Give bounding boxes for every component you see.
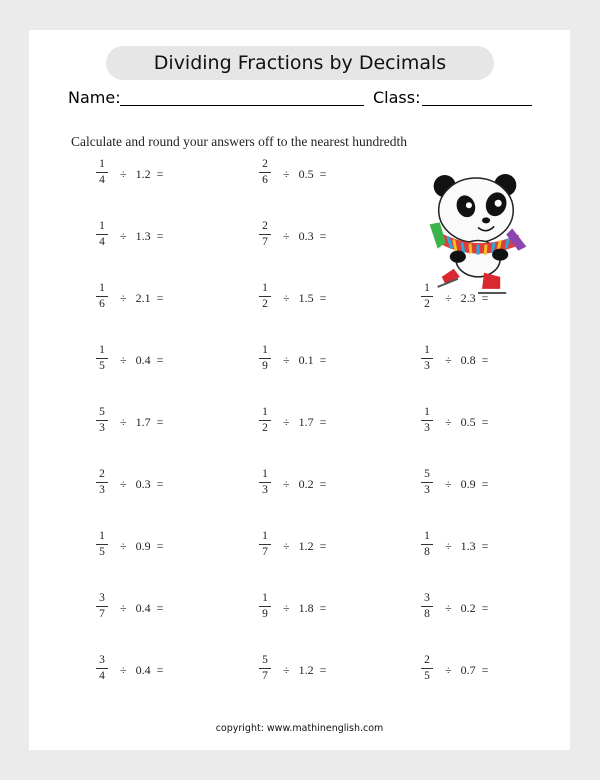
problem-expression [283, 167, 326, 181]
equals-sign: = [156, 601, 164, 615]
equals-sign: = [319, 477, 327, 491]
fraction-numerator: 2 [262, 220, 268, 232]
fraction-denominator: 6 [99, 298, 105, 310]
fraction-bar [421, 420, 433, 421]
fraction-numerator: 1 [262, 406, 268, 418]
problem-expression [445, 601, 488, 615]
decimal-divisor: 0.3 [298, 229, 314, 243]
fraction-denominator: 5 [424, 670, 430, 682]
fraction-numerator: 5 [99, 406, 105, 418]
fraction [96, 344, 108, 373]
equals-sign: = [156, 477, 164, 491]
spacer [290, 415, 299, 429]
problem-item [259, 344, 369, 378]
spacer [127, 229, 136, 243]
fraction-numerator: 2 [424, 654, 430, 666]
name-blank-line[interactable] [120, 105, 364, 106]
fraction-denominator: 6 [262, 174, 268, 186]
spacer [127, 477, 136, 491]
decimal-divisor: 0.4 [135, 601, 151, 615]
problem-item [96, 592, 206, 626]
fraction [421, 344, 433, 373]
division-sign: ÷ [283, 291, 290, 305]
fraction [259, 406, 271, 435]
decimal-divisor: 1.2 [298, 663, 314, 677]
fraction-bar [96, 234, 108, 235]
decimal-divisor: 1.3 [135, 229, 151, 243]
worksheet-title: Dividing Fractions by Decimals [106, 46, 494, 80]
fraction [421, 654, 433, 683]
fraction-bar [259, 482, 271, 483]
fraction-bar [421, 668, 433, 669]
fraction [259, 282, 271, 311]
equals-sign: = [319, 353, 327, 367]
equals-sign: = [319, 539, 327, 553]
fraction-denominator: 5 [99, 360, 105, 372]
fraction [259, 344, 271, 373]
fraction-bar [421, 482, 433, 483]
problem-expression [445, 539, 488, 553]
problem-expression [283, 291, 326, 305]
division-sign: ÷ [445, 539, 452, 553]
fraction [96, 220, 108, 249]
spacer [290, 353, 299, 367]
spacer [127, 601, 136, 615]
division-sign: ÷ [283, 415, 290, 429]
fraction-bar [96, 172, 108, 173]
spacer [127, 167, 136, 181]
fraction-bar [259, 358, 271, 359]
division-sign: ÷ [445, 601, 452, 615]
decimal-divisor: 1.3 [460, 539, 476, 553]
fraction-bar [259, 234, 271, 235]
problem-item [96, 654, 206, 688]
problem-item [259, 468, 369, 502]
problem-expression [120, 229, 163, 243]
division-sign: ÷ [120, 477, 127, 491]
fraction-bar [96, 606, 108, 607]
fraction-bar [259, 544, 271, 545]
problem-expression [445, 663, 488, 677]
problem-expression [120, 601, 163, 615]
fraction-denominator: 2 [424, 298, 430, 310]
fraction-bar [259, 172, 271, 173]
fraction-numerator: 2 [262, 158, 268, 170]
fraction-denominator: 3 [262, 484, 268, 496]
fraction [96, 282, 108, 311]
spacer [452, 539, 461, 553]
equals-sign: = [319, 601, 327, 615]
fraction-numerator: 3 [99, 654, 105, 666]
spacer [127, 415, 136, 429]
fraction-numerator: 1 [262, 282, 268, 294]
problem-expression [283, 663, 326, 677]
decimal-divisor: 0.8 [460, 353, 476, 367]
fraction-bar [259, 420, 271, 421]
division-sign: ÷ [283, 167, 290, 181]
division-sign: ÷ [445, 477, 452, 491]
problem-item [421, 654, 531, 688]
problem-item [96, 344, 206, 378]
fraction-numerator: 1 [424, 344, 430, 356]
decimal-divisor: 2.1 [135, 291, 151, 305]
division-sign: ÷ [445, 353, 452, 367]
division-sign: ÷ [120, 229, 127, 243]
spacer [452, 477, 461, 491]
decimal-divisor: 1.7 [135, 415, 151, 429]
spacer [452, 415, 461, 429]
spacer [290, 601, 299, 615]
equals-sign: = [156, 229, 164, 243]
fraction-denominator: 3 [424, 422, 430, 434]
problem-item [96, 158, 206, 192]
equals-sign: = [156, 663, 164, 677]
fraction-denominator: 4 [99, 236, 105, 248]
problem-expression [120, 477, 163, 491]
spacer [127, 291, 136, 305]
fraction-numerator: 2 [99, 468, 105, 480]
decimal-divisor: 1.2 [135, 167, 151, 181]
fraction-numerator: 1 [262, 592, 268, 604]
problem-item [421, 344, 531, 378]
fraction [259, 592, 271, 621]
decimal-divisor: 0.7 [460, 663, 476, 677]
fraction-numerator: 1 [424, 282, 430, 294]
fraction-bar [96, 544, 108, 545]
fraction-numerator: 1 [99, 530, 105, 542]
problem-item [421, 592, 531, 626]
fraction-bar [96, 296, 108, 297]
fraction-numerator: 1 [99, 282, 105, 294]
fraction [421, 406, 433, 435]
fraction-denominator: 2 [262, 298, 268, 310]
spacer [290, 539, 299, 553]
decimal-divisor: 0.4 [135, 353, 151, 367]
problem-expression [283, 477, 326, 491]
decimal-divisor: 0.9 [460, 477, 476, 491]
decimal-divisor: 1.2 [298, 539, 314, 553]
fraction [421, 530, 433, 559]
fraction-denominator: 9 [262, 360, 268, 372]
fraction [259, 654, 271, 683]
problem-expression [120, 539, 163, 553]
fraction-numerator: 3 [99, 592, 105, 604]
problem-item [259, 592, 369, 626]
problem-item [96, 406, 206, 440]
fraction-bar [259, 606, 271, 607]
decimal-divisor: 2.3 [460, 291, 476, 305]
fraction-bar [96, 482, 108, 483]
fraction-numerator: 3 [424, 592, 430, 604]
problem-item [96, 220, 206, 254]
equals-sign: = [156, 353, 164, 367]
spacer [290, 663, 299, 677]
fraction [421, 468, 433, 497]
decimal-divisor: 0.3 [135, 477, 151, 491]
fraction [96, 592, 108, 621]
division-sign: ÷ [283, 229, 290, 243]
equals-sign: = [156, 539, 164, 553]
division-sign: ÷ [445, 415, 452, 429]
equals-sign: = [481, 291, 489, 305]
fraction-denominator: 3 [99, 422, 105, 434]
division-sign: ÷ [283, 353, 290, 367]
fraction-numerator: 5 [424, 468, 430, 480]
fraction-numerator: 5 [262, 654, 268, 666]
fraction-denominator: 2 [262, 422, 268, 434]
equals-sign: = [481, 601, 489, 615]
fraction-numerator: 1 [262, 530, 268, 542]
spacer [452, 601, 461, 615]
decimal-divisor: 0.5 [298, 167, 314, 181]
decimal-divisor: 1.8 [298, 601, 314, 615]
division-sign: ÷ [283, 663, 290, 677]
problem-item [259, 282, 369, 316]
division-sign: ÷ [445, 663, 452, 677]
problem-expression [283, 353, 326, 367]
fraction-bar [421, 358, 433, 359]
fraction [96, 406, 108, 435]
fraction-denominator: 7 [262, 670, 268, 682]
equals-sign: = [481, 663, 489, 677]
spacer [127, 353, 136, 367]
decimal-divisor: 1.7 [298, 415, 314, 429]
name-class-row [29, 88, 570, 112]
spacer [127, 539, 136, 553]
fraction-denominator: 9 [262, 608, 268, 620]
fraction-numerator: 1 [262, 468, 268, 480]
fraction [259, 220, 271, 249]
fraction-bar [96, 358, 108, 359]
spacer [290, 229, 299, 243]
problem-expression [445, 415, 488, 429]
spacer [290, 167, 299, 181]
fraction-denominator: 8 [424, 608, 430, 620]
fraction-numerator: 1 [424, 530, 430, 542]
division-sign: ÷ [120, 167, 127, 181]
division-sign: ÷ [120, 539, 127, 553]
problem-item [421, 530, 531, 564]
fraction [421, 592, 433, 621]
division-sign: ÷ [120, 601, 127, 615]
problem-expression [120, 291, 163, 305]
decimal-divisor: 0.1 [298, 353, 314, 367]
equals-sign: = [319, 167, 327, 181]
problem-item [96, 530, 206, 564]
fraction-numerator: 1 [424, 406, 430, 418]
panda-skating-icon [427, 172, 529, 298]
fraction [96, 158, 108, 187]
problem-item [259, 158, 369, 192]
problem-item [259, 406, 369, 440]
spacer [452, 353, 461, 367]
fraction-numerator: 1 [99, 158, 105, 170]
equals-sign: = [156, 291, 164, 305]
fraction-bar [259, 668, 271, 669]
spacer [127, 663, 136, 677]
fraction [96, 530, 108, 559]
problem-item [259, 530, 369, 564]
decimal-divisor: 0.9 [135, 539, 151, 553]
fraction-denominator: 5 [99, 546, 105, 558]
problem-item [96, 468, 206, 502]
problem-expression [283, 601, 326, 615]
fraction [259, 468, 271, 497]
fraction-bar [421, 606, 433, 607]
problem-expression [283, 539, 326, 553]
equals-sign: = [319, 663, 327, 677]
problem-expression [283, 229, 326, 243]
name-label: Name: [68, 88, 121, 107]
fraction-bar [96, 420, 108, 421]
spacer [290, 291, 299, 305]
equals-sign: = [319, 291, 327, 305]
equals-sign: = [156, 167, 164, 181]
fraction-denominator: 3 [424, 484, 430, 496]
decimal-divisor: 0.4 [135, 663, 151, 677]
equals-sign: = [319, 415, 327, 429]
fraction [259, 530, 271, 559]
spacer [452, 663, 461, 677]
fraction-numerator: 1 [99, 220, 105, 232]
equals-sign: = [481, 477, 489, 491]
fraction [96, 654, 108, 683]
problem-item [259, 220, 369, 254]
class-label: Class: [373, 88, 421, 107]
problem-item [259, 654, 369, 688]
footer-copyright: copyright: www.mathinenglish.com [215, 723, 384, 734]
division-sign: ÷ [120, 291, 127, 305]
fraction-denominator: 3 [99, 484, 105, 496]
division-sign: ÷ [445, 291, 452, 305]
problem-expression [445, 477, 488, 491]
equals-sign: = [319, 229, 327, 243]
division-sign: ÷ [120, 663, 127, 677]
fraction-bar [259, 296, 271, 297]
equals-sign: = [481, 353, 489, 367]
fraction [259, 158, 271, 187]
problem-expression [445, 353, 488, 367]
problem-expression [120, 167, 163, 181]
problem-item [421, 406, 531, 440]
fraction-denominator: 4 [99, 174, 105, 186]
fraction-denominator: 7 [262, 546, 268, 558]
decimal-divisor: 0.2 [298, 477, 314, 491]
equals-sign: = [481, 415, 489, 429]
fraction-denominator: 4 [99, 670, 105, 682]
division-sign: ÷ [120, 353, 127, 367]
division-sign: ÷ [283, 539, 290, 553]
problem-expression [120, 415, 163, 429]
fraction-bar [96, 668, 108, 669]
fraction-denominator: 3 [424, 360, 430, 372]
problem-item [421, 468, 531, 502]
division-sign: ÷ [120, 415, 127, 429]
fraction-denominator: 7 [99, 608, 105, 620]
equals-sign: = [481, 539, 489, 553]
problem-expression [120, 663, 163, 677]
problem-expression [120, 353, 163, 367]
fraction-bar [421, 544, 433, 545]
decimal-divisor: 0.2 [460, 601, 476, 615]
problem-item [96, 282, 206, 316]
equals-sign: = [156, 415, 164, 429]
fraction-numerator: 1 [262, 344, 268, 356]
fraction [96, 468, 108, 497]
fraction-denominator: 8 [424, 546, 430, 558]
worksheet-page [29, 30, 570, 750]
division-sign: ÷ [283, 477, 290, 491]
fraction-denominator: 7 [262, 236, 268, 248]
fraction-numerator: 1 [99, 344, 105, 356]
decimal-divisor: 1.5 [298, 291, 314, 305]
division-sign: ÷ [283, 601, 290, 615]
class-blank-line[interactable] [422, 105, 532, 106]
decimal-divisor: 0.5 [460, 415, 476, 429]
problem-expression [283, 415, 326, 429]
instructions: Calculate and round your answers off to the nearest hundredth [71, 134, 408, 149]
spacer [290, 477, 299, 491]
